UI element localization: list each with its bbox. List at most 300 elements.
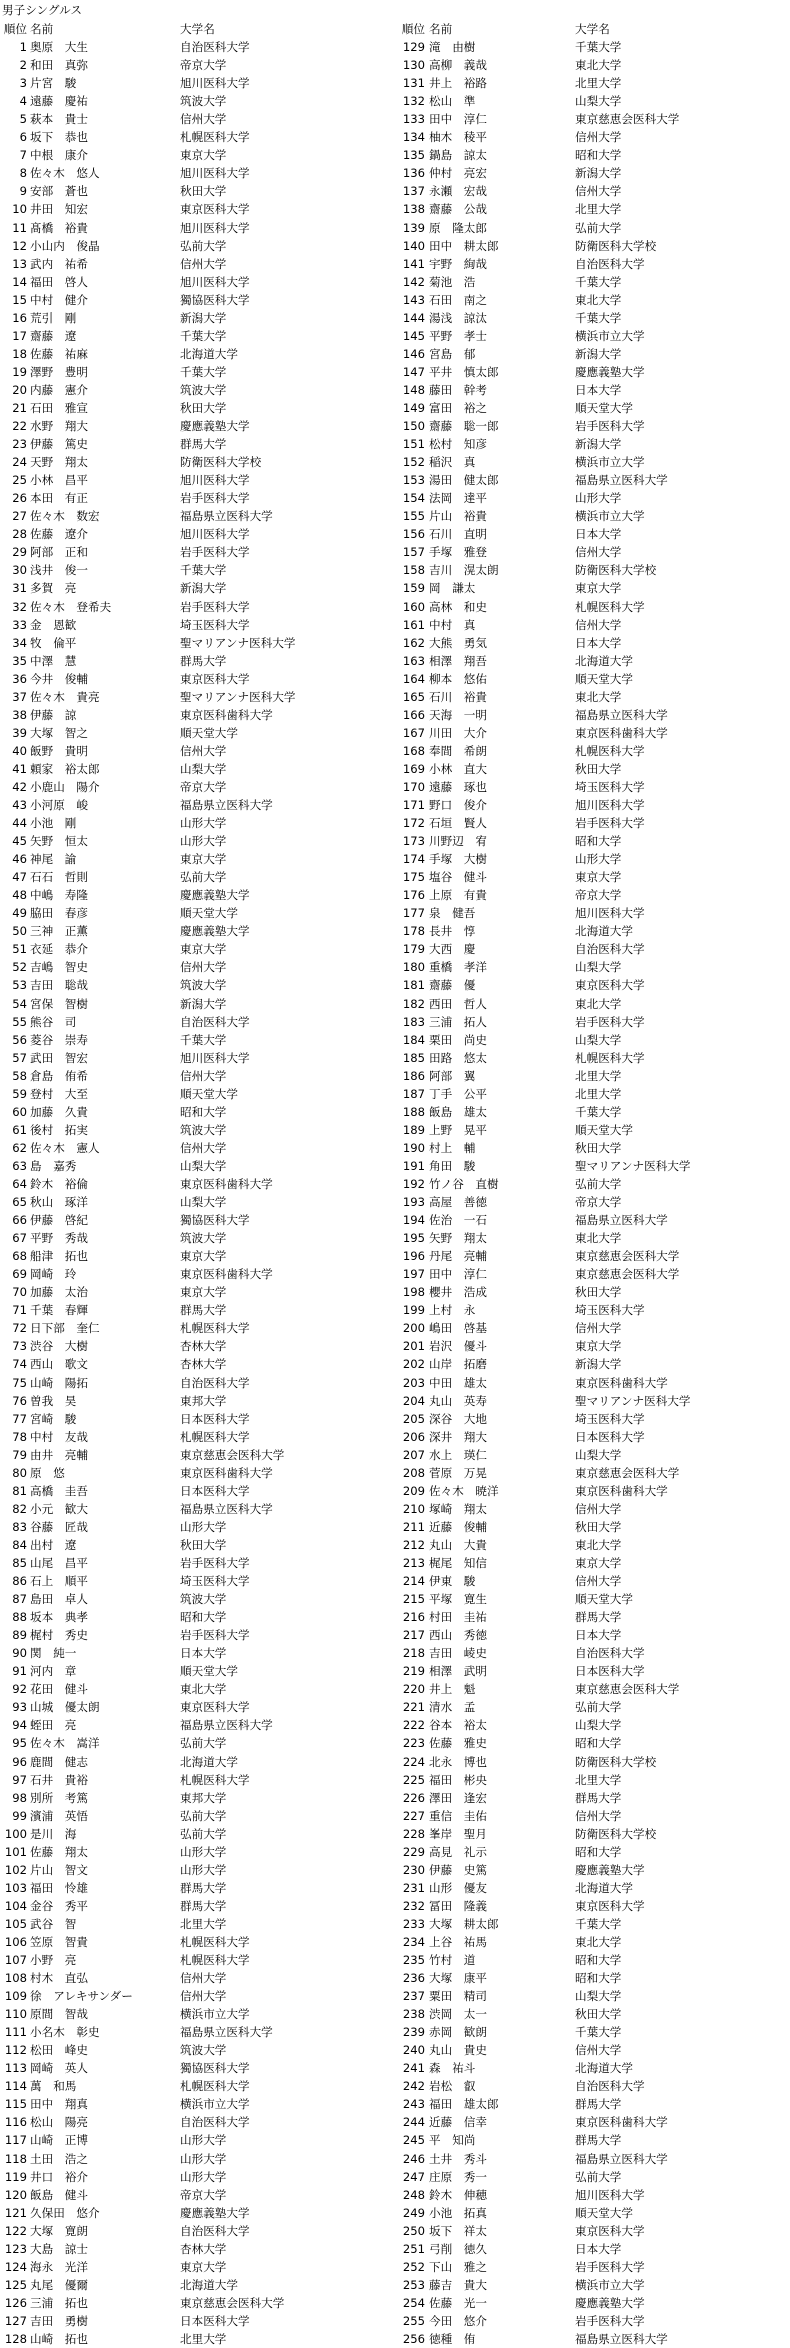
player-name: 田中 翔真 xyxy=(30,2097,88,2112)
player-rank: 105 xyxy=(4,1916,27,1931)
player-university: 東京医科歯科大学 xyxy=(575,2115,668,2130)
player-name: 角田 駿 xyxy=(429,1158,476,1173)
player-name: 飯野 貴明 xyxy=(30,743,88,758)
player-university: 旭川医科大学 xyxy=(575,906,645,921)
player-name: 渋谷 大樹 xyxy=(30,1339,88,1354)
player-name: 後村 拓実 xyxy=(30,1122,88,1137)
player-university: 群馬大学 xyxy=(180,1880,227,1895)
player-university: 東北大学 xyxy=(575,292,622,307)
player-rank: 158 xyxy=(402,563,425,578)
player-name: 澤田 逢宏 xyxy=(429,1790,487,1805)
player-row xyxy=(0,489,395,507)
player-university: 山梨大学 xyxy=(180,1195,227,1210)
player-rank: 35 xyxy=(12,653,27,668)
player-name: 近藤 信幸 xyxy=(429,2115,487,2130)
player-university: 福島県立医科大学 xyxy=(575,473,668,488)
player-row xyxy=(395,1446,790,1464)
player-rank: 225 xyxy=(402,1772,425,1787)
player-name: 下山 雅之 xyxy=(429,2259,487,2274)
player-row xyxy=(0,417,395,435)
player-university: 千葉大学 xyxy=(575,274,622,289)
player-university: 福島県立医科大学 xyxy=(180,798,273,813)
player-university: 東北大学 xyxy=(575,689,622,704)
player-rank: 69 xyxy=(12,1267,27,1282)
player-name: 高林 和史 xyxy=(429,599,487,614)
player-row xyxy=(395,2258,790,2276)
player-row xyxy=(395,1807,790,1825)
player-rank: 72 xyxy=(12,1321,27,1336)
player-rank: 56 xyxy=(12,1032,27,1047)
player-row xyxy=(395,1049,790,1067)
player-name: 浅井 俊一 xyxy=(30,563,88,578)
player-row xyxy=(0,1843,395,1861)
player-rank: 42 xyxy=(12,779,27,794)
player-university: 信州大学 xyxy=(180,743,227,758)
player-name: 別所 考篤 xyxy=(30,1790,88,1805)
player-rank: 224 xyxy=(402,1754,425,1769)
player-university: 日本医科大学 xyxy=(575,1429,645,1444)
player-university: 埼玉医科大学 xyxy=(575,1303,645,1318)
player-row xyxy=(395,1211,790,1229)
player-rank: 178 xyxy=(402,924,425,939)
player-row xyxy=(0,237,395,255)
player-university: 東邦大学 xyxy=(180,1790,227,1805)
player-row xyxy=(395,995,790,1013)
player-row xyxy=(0,1464,395,1482)
player-row xyxy=(0,1915,395,1933)
player-name: 河内 章 xyxy=(30,1664,77,1679)
player-rank: 66 xyxy=(12,1213,27,1228)
player-university: 信州大学 xyxy=(575,130,622,145)
player-name: 田中 淳仁 xyxy=(429,112,487,127)
player-row xyxy=(0,616,395,634)
player-name: 坂本 典孝 xyxy=(30,1610,88,1625)
player-university: 慶應義塾大学 xyxy=(575,2295,645,2310)
player-name: 石垣 賢人 xyxy=(429,816,487,831)
player-name: 竹村 道 xyxy=(429,1953,476,1968)
player-name: 宇野 絢哉 xyxy=(429,256,487,271)
player-name: 井田 知宏 xyxy=(30,202,88,217)
player-university: 群馬大学 xyxy=(180,437,227,452)
player-name: 栗田 尚史 xyxy=(429,1032,487,1047)
player-university: 山形大学 xyxy=(180,1519,227,1534)
player-name: 徳種 侑 xyxy=(429,2332,476,2346)
player-name: 上野 晃平 xyxy=(429,1122,487,1137)
player-name: 吉川 滉太朗 xyxy=(429,563,499,578)
player-rank: 74 xyxy=(12,1357,27,1372)
player-university: 秋田大学 xyxy=(575,1140,622,1155)
player-rank: 86 xyxy=(12,1574,27,1589)
player-row xyxy=(395,525,790,543)
player-rank: 24 xyxy=(12,455,27,470)
player-name: 脇田 春彦 xyxy=(30,906,88,921)
player-name: 永瀬 宏哉 xyxy=(429,184,487,199)
player-rank: 9 xyxy=(19,184,27,199)
player-name: 北永 博也 xyxy=(429,1754,487,1769)
player-rank: 134 xyxy=(402,130,425,145)
player-row xyxy=(0,1789,395,1807)
player-rank: 106 xyxy=(4,1934,27,1949)
player-university: 千葉大学 xyxy=(575,40,622,55)
player-rank: 241 xyxy=(402,2061,425,2076)
player-rank: 11 xyxy=(12,220,27,235)
player-name: 井上 魁 xyxy=(429,1682,476,1697)
player-university: 自治医科大学 xyxy=(575,2079,645,2094)
player-name: 蛭田 亮 xyxy=(30,1718,77,1733)
player-university: 東京大学 xyxy=(180,1285,227,1300)
player-rank: 130 xyxy=(402,58,425,73)
player-rank: 174 xyxy=(402,852,425,867)
player-name: 丸尾 優爾 xyxy=(30,2277,88,2292)
player-name: 伊藤 史篤 xyxy=(429,1862,487,1877)
player-name: 齋藤 公哉 xyxy=(429,202,487,217)
player-university: 山形大学 xyxy=(180,1844,227,1859)
player-rank: 166 xyxy=(402,707,425,722)
player-university: 横浜市立大学 xyxy=(575,455,645,470)
player-university: 順天堂大学 xyxy=(180,725,238,740)
player-row xyxy=(0,868,395,886)
player-rank: 99 xyxy=(12,1808,27,1823)
player-university: 東京慈恵会医科大学 xyxy=(180,2295,285,2310)
player-row xyxy=(395,2131,790,2149)
player-rank: 170 xyxy=(402,779,425,794)
player-row xyxy=(0,1680,395,1698)
player-row xyxy=(0,182,395,200)
player-name: 松山 準 xyxy=(429,94,476,109)
player-name: 笠原 智貴 xyxy=(30,1934,88,1949)
player-row xyxy=(395,345,790,363)
player-name: 加藤 太治 xyxy=(30,1285,88,1300)
player-rank: 153 xyxy=(402,473,425,488)
player-row xyxy=(0,1861,395,1879)
player-rank: 44 xyxy=(12,816,27,831)
player-name: 谷藤 匠哉 xyxy=(30,1519,88,1534)
player-university: 弘前大学 xyxy=(180,1808,227,1823)
player-name: 藤吉 貴大 xyxy=(429,2277,487,2292)
player-row xyxy=(395,2240,790,2258)
player-university: 東京大学 xyxy=(575,870,622,885)
player-university: 東京医科大学 xyxy=(180,202,250,217)
player-name: 千葉 春輝 xyxy=(30,1303,88,1318)
player-university: 筑波大学 xyxy=(180,94,227,109)
player-row xyxy=(0,1428,395,1446)
player-name: 武田 智宏 xyxy=(30,1050,88,1065)
player-university: 山形大学 xyxy=(180,2151,227,2166)
player-name: 吉田 聡哉 xyxy=(30,978,88,993)
player-university: 札幌医科大学 xyxy=(180,1321,250,1336)
player-rank: 13 xyxy=(12,256,27,271)
player-row xyxy=(0,724,395,742)
player-row xyxy=(0,1392,395,1410)
player-university: 新潟大学 xyxy=(575,1357,622,1372)
player-row xyxy=(395,1301,790,1319)
player-row xyxy=(395,74,790,92)
player-row xyxy=(395,778,790,796)
player-rank: 111 xyxy=(4,2025,27,2040)
player-rank: 93 xyxy=(12,1700,27,1715)
player-name: 水野 翔大 xyxy=(30,419,88,434)
player-rank: 237 xyxy=(402,1989,425,2004)
player-name: 今田 悠介 xyxy=(429,2313,487,2328)
player-row xyxy=(395,2168,790,2186)
player-university: 横浜市立大学 xyxy=(180,2007,250,2022)
player-row xyxy=(395,2095,790,2113)
player-name: 山崎 正博 xyxy=(30,2133,88,2148)
player-row xyxy=(395,255,790,273)
player-university: 信州大学 xyxy=(180,960,227,975)
player-name: 赤岡 歓朗 xyxy=(429,2025,487,2040)
player-name: 佐々木 数宏 xyxy=(30,509,100,524)
player-university: 弘前大学 xyxy=(180,238,227,253)
player-rank: 200 xyxy=(402,1321,425,1336)
player-rank: 6 xyxy=(19,130,27,145)
player-rank: 228 xyxy=(402,1826,425,1841)
player-row xyxy=(395,435,790,453)
player-rank: 239 xyxy=(402,2025,425,2040)
player-rank: 43 xyxy=(12,798,27,813)
player-university: 岩手医科大学 xyxy=(575,816,645,831)
player-rank: 92 xyxy=(12,1682,27,1697)
player-rank: 132 xyxy=(402,94,425,109)
player-row xyxy=(0,995,395,1013)
player-university: 福島県立医科大学 xyxy=(575,2151,668,2166)
player-university: 防衛医科大学校 xyxy=(180,455,262,470)
player-name: 神尾 諭 xyxy=(30,852,77,867)
player-row xyxy=(395,1861,790,1879)
player-rank: 89 xyxy=(12,1628,27,1643)
player-rank: 94 xyxy=(12,1718,27,1733)
player-rank: 191 xyxy=(402,1158,425,1173)
player-row xyxy=(395,1969,790,1987)
player-row xyxy=(395,904,790,922)
player-university: 旭川医科大学 xyxy=(180,527,250,542)
player-name: 泉 健吾 xyxy=(429,906,476,921)
player-rank: 218 xyxy=(402,1646,425,1661)
player-row xyxy=(0,525,395,543)
player-university: 東京医科大学 xyxy=(575,978,645,993)
player-rank: 77 xyxy=(12,1411,27,1426)
player-row xyxy=(395,1572,790,1590)
player-name: 竹ノ谷 直樹 xyxy=(429,1177,499,1191)
player-university: 秋田大学 xyxy=(575,2007,622,2022)
player-name: 金谷 秀平 xyxy=(30,1898,88,1913)
player-row xyxy=(0,1590,395,1608)
player-university: 帝京大学 xyxy=(180,779,227,794)
player-row xyxy=(0,381,395,399)
player-rank: 7 xyxy=(19,148,27,163)
player-university: 聖マリアンナ医科大学 xyxy=(180,635,296,650)
player-university: 信州大学 xyxy=(180,1068,227,1083)
player-rank: 5 xyxy=(19,112,27,127)
player-row xyxy=(395,1933,790,1951)
player-name: 峯岸 聖月 xyxy=(429,1826,487,1841)
player-row xyxy=(0,1247,395,1265)
player-university: 日本大学 xyxy=(575,2241,622,2256)
player-row xyxy=(395,1428,790,1446)
player-rank: 215 xyxy=(402,1592,425,1607)
player-row xyxy=(0,453,395,471)
player-university: 昭和大学 xyxy=(575,1971,622,1986)
player-name: 谷本 裕太 xyxy=(429,1718,487,1733)
player-rank: 8 xyxy=(19,166,27,181)
player-name: 田中 耕太郎 xyxy=(429,238,499,253)
player-rank: 219 xyxy=(402,1664,425,1679)
player-row xyxy=(395,1825,790,1843)
player-university: 東北大学 xyxy=(575,1934,622,1949)
player-row xyxy=(395,1247,790,1265)
player-university: 筑波大学 xyxy=(180,1122,227,1137)
player-university: 岩手医科大学 xyxy=(180,1628,250,1643)
player-name: 岡崎 英人 xyxy=(30,2061,88,2076)
player-university: 山梨大学 xyxy=(575,1989,622,2004)
player-university: 信州大学 xyxy=(180,1989,227,2004)
player-row xyxy=(395,417,790,435)
player-university: 弘前大学 xyxy=(180,870,227,885)
player-university: 信州大学 xyxy=(180,112,227,127)
player-row xyxy=(395,2005,790,2023)
player-university: 信州大学 xyxy=(575,1501,622,1516)
player-university: 山形大学 xyxy=(180,834,227,849)
player-name: 小名木 彰史 xyxy=(30,2025,100,2040)
player-row xyxy=(395,634,790,652)
player-university: 福島県立医科大学 xyxy=(575,1213,668,1228)
player-rank: 245 xyxy=(402,2133,425,2148)
player-university: 岩手医科大学 xyxy=(180,545,250,560)
player-rank: 31 xyxy=(12,581,27,596)
player-row xyxy=(395,1031,790,1049)
player-university: 昭和大学 xyxy=(180,1104,227,1119)
player-name: 秋山 琢洋 xyxy=(30,1195,88,1210)
player-university: 山形大学 xyxy=(180,816,227,831)
player-row xyxy=(0,1698,395,1716)
player-name: 井口 裕介 xyxy=(30,2169,88,2184)
player-row xyxy=(395,471,790,489)
player-rank: 114 xyxy=(4,2079,27,2094)
player-name: 登村 大至 xyxy=(30,1086,88,1101)
player-university: 山梨大学 xyxy=(575,960,622,975)
player-name: 丸山 英寿 xyxy=(429,1393,487,1408)
player-row xyxy=(395,200,790,218)
player-university: 東京大学 xyxy=(180,1249,227,1264)
player-university: 札幌医科大学 xyxy=(180,2079,250,2094)
player-university: 防衛医科大学校 xyxy=(575,1826,657,1841)
player-name: 石田 雅宣 xyxy=(30,400,88,415)
player-row xyxy=(395,561,790,579)
player-row xyxy=(395,1500,790,1518)
player-name: 田中 淳仁 xyxy=(429,1267,487,1282)
player-row xyxy=(395,922,790,940)
player-rank: 233 xyxy=(402,1916,425,1931)
player-rank: 231 xyxy=(402,1880,425,1895)
player-row xyxy=(0,1734,395,1752)
player-name: 丸山 大貴 xyxy=(429,1537,487,1552)
player-name: 加藤 久貴 xyxy=(30,1104,88,1119)
player-rank: 254 xyxy=(402,2295,425,2310)
player-row xyxy=(0,1013,395,1031)
player-row xyxy=(0,399,395,417)
player-rank: 124 xyxy=(4,2259,27,2274)
player-university: 順天堂大学 xyxy=(180,1664,238,1679)
player-rank: 58 xyxy=(12,1068,27,1083)
player-row xyxy=(395,1680,790,1698)
player-university: 札幌医科大学 xyxy=(575,599,645,614)
player-name: 多賀 亮 xyxy=(30,581,77,596)
player-row xyxy=(0,1608,395,1626)
player-rank: 18 xyxy=(12,346,27,361)
player-row xyxy=(395,1789,790,1807)
player-row xyxy=(395,724,790,742)
player-name: 森 祐斗 xyxy=(429,2061,476,2076)
player-university: 聖マリアンナ医科大学 xyxy=(575,1158,691,1173)
player-university: 千葉大学 xyxy=(575,2025,622,2040)
player-rank: 163 xyxy=(402,653,425,668)
player-row xyxy=(0,1572,395,1590)
player-name: 宮島 郁 xyxy=(429,346,476,361)
player-row xyxy=(0,1482,395,1500)
player-rank: 201 xyxy=(402,1339,425,1354)
header-name: 名前 xyxy=(429,22,453,36)
player-rank: 48 xyxy=(12,888,27,903)
player-university: 東京大学 xyxy=(180,942,227,957)
player-rank: 41 xyxy=(12,761,27,776)
player-university: 東京慈恵会医科大学 xyxy=(575,1682,680,1697)
player-name: 坂下 恭也 xyxy=(30,130,88,145)
player-name: 大塚 寛朗 xyxy=(30,2223,88,2238)
player-university: 東京大学 xyxy=(180,852,227,867)
player-university: 岩手医科大学 xyxy=(180,599,250,614)
player-rank: 187 xyxy=(402,1086,425,1101)
player-rank: 192 xyxy=(402,1177,425,1191)
player-row xyxy=(0,958,395,976)
player-university: 東京慈恵会医科大学 xyxy=(575,1267,680,1282)
player-university: 東京医科大学 xyxy=(180,671,250,686)
player-university: 千葉大学 xyxy=(180,364,227,379)
player-row xyxy=(0,1536,395,1554)
player-row xyxy=(0,850,395,868)
player-row xyxy=(395,706,790,724)
player-university: 昭和大学 xyxy=(575,834,622,849)
player-rank: 2 xyxy=(19,58,27,73)
player-name: 三浦 拓人 xyxy=(429,1014,487,1029)
player-name: 齋藤 聡一郎 xyxy=(429,419,499,434)
player-row xyxy=(395,56,790,74)
player-row xyxy=(0,1211,395,1229)
player-row xyxy=(0,74,395,92)
player-rank: 76 xyxy=(12,1393,27,1408)
player-university: 筑波大学 xyxy=(180,978,227,993)
player-university: 千葉大学 xyxy=(180,1032,227,1047)
player-university: 札幌医科大学 xyxy=(180,1953,250,1968)
player-row xyxy=(395,1193,790,1211)
player-university: 岩手医科大学 xyxy=(575,419,645,434)
player-rank: 243 xyxy=(402,2097,425,2112)
player-row xyxy=(0,2168,395,2186)
player-row xyxy=(0,760,395,778)
player-name: 坂下 祥太 xyxy=(429,2223,487,2238)
player-row xyxy=(0,56,395,74)
player-university: 旭川医科大学 xyxy=(180,1050,250,1065)
player-rank: 230 xyxy=(402,1862,425,1877)
player-row xyxy=(0,1518,395,1536)
player-row xyxy=(0,1951,395,1969)
player-row xyxy=(0,1446,395,1464)
player-university: 札幌医科大学 xyxy=(180,1772,250,1787)
player-name: 福田 怜雄 xyxy=(30,1880,88,1895)
player-university: 秋田大学 xyxy=(180,184,227,199)
player-rank: 183 xyxy=(402,1014,425,1029)
player-name: 荒引 剛 xyxy=(30,310,77,325)
player-rank: 85 xyxy=(12,1555,27,1570)
